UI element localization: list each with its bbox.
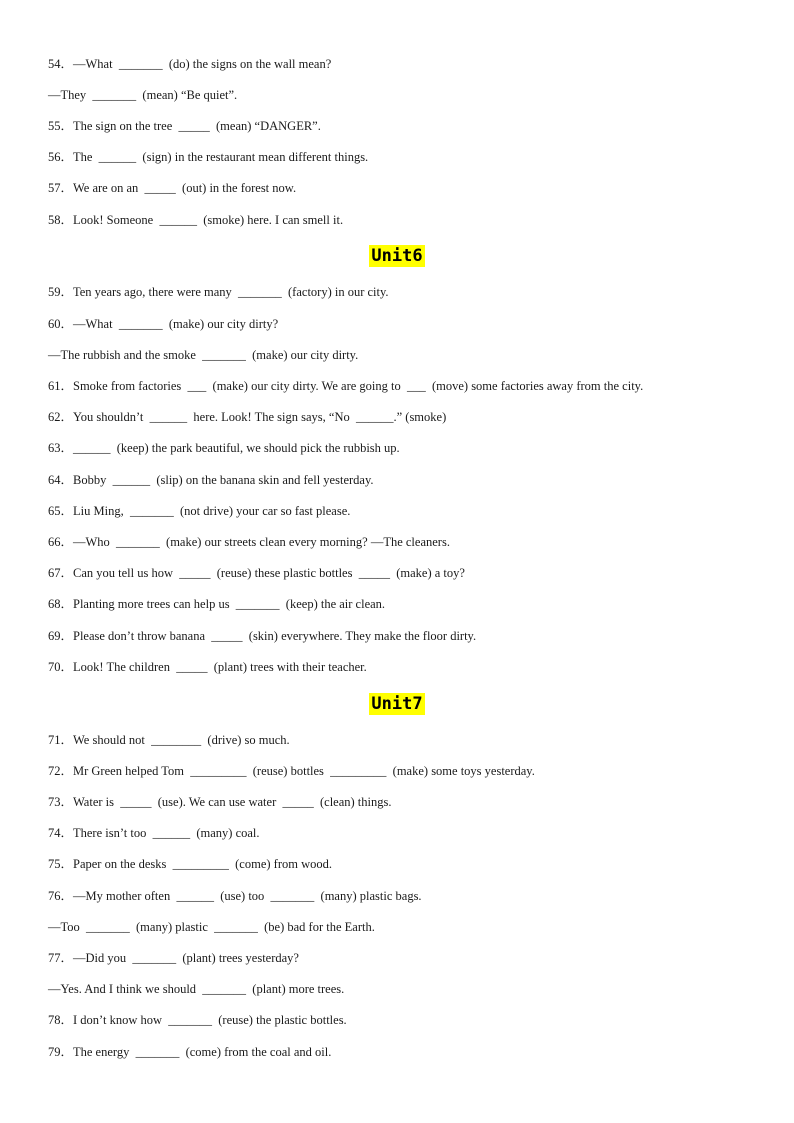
question-79: 79．The energy _______ (come) from the coal and oil. xyxy=(48,1045,332,1059)
question-62: 62．You shouldn’t ______ here. Look! The sign says, “No ______.” (smoke) xyxy=(48,410,447,424)
question-54: 54．—What _______ (do) the signs on the wall mean? xyxy=(48,57,332,71)
question-60: 60．—What _______ (make) our city dirty? xyxy=(48,317,279,331)
question-77: 77．—Did you _______ (plant) trees yesterday? xyxy=(48,951,299,965)
question-67: 67．Can you tell us how _____ (reuse) these plastic bottles _____ (make) a toy? xyxy=(48,566,465,580)
question-75: 75．Paper on the desks _________ (come) from wood. xyxy=(48,857,332,871)
question-78: 78．I don’t know how _______ (reuse) the plastic bottles. xyxy=(48,1013,347,1027)
question-68: 68．Planting more trees can help us _______ (keep) the air clean. xyxy=(48,597,386,611)
answer-77: —Yes. And I think we should _______ (plant) more trees. xyxy=(48,982,345,996)
question-69: 69．Please don’t throw banana _____ (skin) everywhere. They make the floor dirty. xyxy=(48,629,477,643)
question-56: 56．The ______ (sign) in the restaurant mean different things. xyxy=(48,150,369,164)
question-71: 71．We should not ________ (drive) so much. xyxy=(48,733,290,747)
answer-60: —The rubbish and the smoke _______ (make) our city dirty. xyxy=(48,348,359,362)
question-70: 70．Look! The children _____ (plant) trees with their teacher. xyxy=(48,660,367,674)
question-58: 58．Look! Someone ______ (smoke) here. I can smell it. xyxy=(48,213,344,227)
question-76: 76．—My mother often ______ (use) too _______ (many) plastic bags. xyxy=(48,889,422,903)
question-72: 72．Mr Green helped Tom _________ (reuse) bottles _________ (make) some toys yesterday. xyxy=(48,764,535,778)
question-63: 63．______ (keep) the park beautiful, we should pick the rubbish up. xyxy=(48,441,400,455)
question-66: 66．—Who _______ (make) our streets clean every morning? —The cleaners. xyxy=(48,535,450,549)
question-61: 61．Smoke from factories ___ (make) our city dirty. We are going to ___ (move) some factories away from the city. xyxy=(48,379,644,393)
answer-54: —They _______ (mean) “Be quiet”. xyxy=(48,88,238,102)
unit7-heading-row xyxy=(0,693,794,715)
unit6-heading: Unit6 xyxy=(371,246,423,266)
question-73: 73．Water is _____ (use). We can use water _____ (clean) things. xyxy=(48,795,392,809)
question-55: 55．The sign on the tree _____ (mean) “DANGER”. xyxy=(48,119,321,133)
unit7-heading: Unit7 xyxy=(371,694,423,714)
unit6-heading-row xyxy=(0,245,794,267)
answer-76: —Too _______ (many) plastic _______ (be) bad for the Earth. xyxy=(48,920,375,934)
question-64: 64．Bobby ______ (slip) on the banana skin and fell yesterday. xyxy=(48,473,374,487)
question-74: 74．There isn’t too ______ (many) coal. xyxy=(48,826,260,840)
question-59: 59．Ten years ago, there were many _______ (factory) in our city. xyxy=(48,285,389,299)
question-57: 57．We are on an _____ (out) in the forest now. xyxy=(48,181,297,195)
question-65: 65．Liu Ming, _______ (not drive) your car so fast please. xyxy=(48,504,351,518)
